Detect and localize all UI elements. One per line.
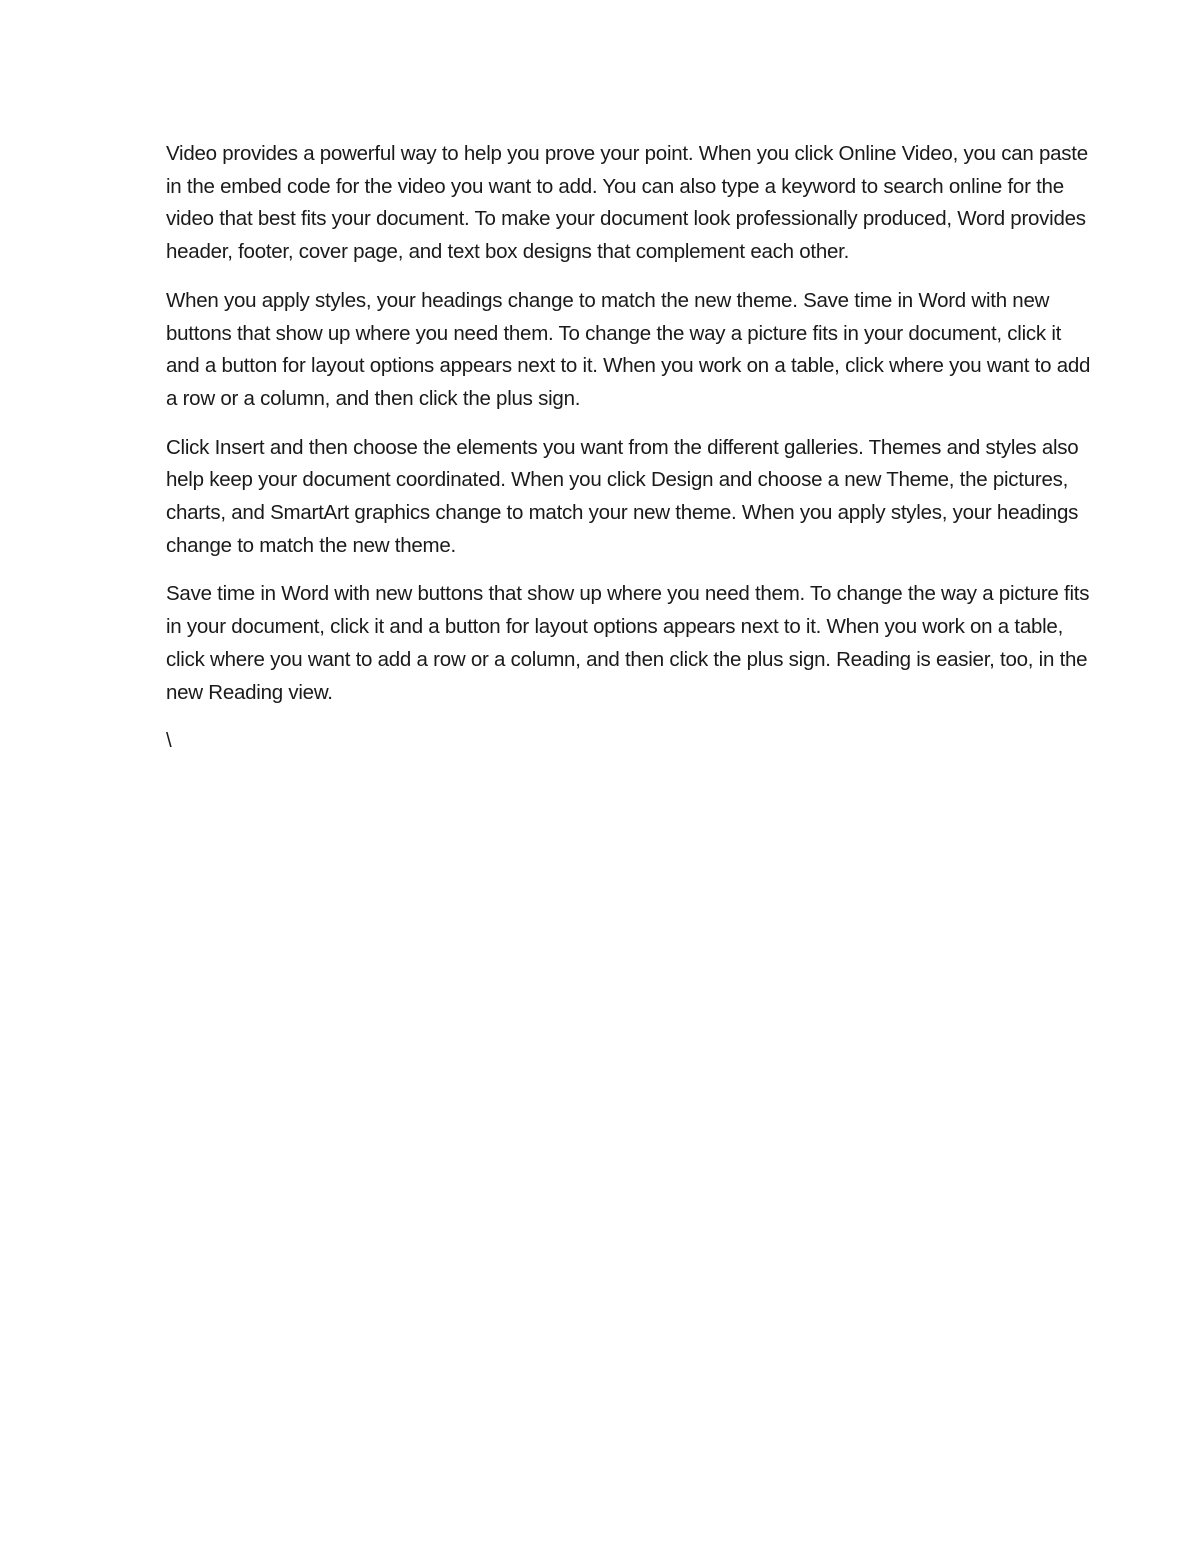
document-body (166, 138, 1096, 774)
paragraph-5: \ (166, 729, 172, 753)
paragraph-2: When you apply styles, your headings change to match the new theme. Save time in Word with new buttons that show up where you need them. To change the way a picture fits in your document, click it and a button for layout options appears next to it. When you work on a table, click where you want to add a row or a column, and then click the plus sign. (166, 288, 1091, 410)
paragraph-1: Video provides a powerful way to help you prove your point. When you click Online Video, you can paste in the embed code for the video you want to add. You can also type a keyword to search online for the video that best fits your document. To make your document look professionally produced, Word provides header, footer, cover page, and text box designs that complement each other. (166, 142, 1088, 264)
paragraph-4: Save time in Word with new buttons that show up where you need them. To change the way a picture fits in your document, click it and a button for layout options appears next to it. When you work on a table, click where you want to add a row or a column, and then click the plus sign. Reading is easier, too, in the new Reading view. (166, 582, 1090, 704)
paragraph-3: Click Insert and then choose the elements you want from the different galleries. Themes and styles also help keep your document coordinated. When you click Design and choose a new Theme, the pictures, charts, and SmartArt graphics change to match your new theme. When you apply styles, your headings change to match the new theme. (166, 435, 1079, 557)
